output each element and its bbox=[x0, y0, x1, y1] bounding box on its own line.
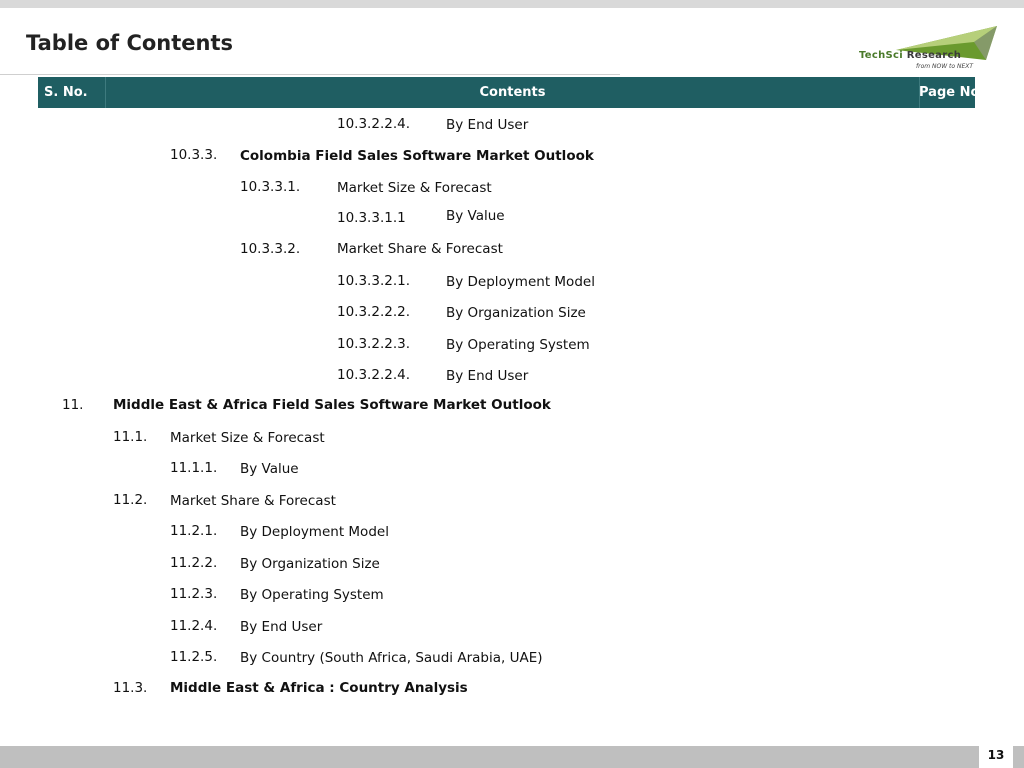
toc-row-text: By Value bbox=[446, 208, 505, 224]
toc-row-text: Colombia Field Sales Software Market Outlook bbox=[240, 148, 594, 164]
toc-row-number: 11.1.1. bbox=[170, 460, 218, 476]
toc-row-number: 11.2.1. bbox=[170, 523, 218, 539]
toc-header bbox=[38, 77, 985, 108]
title-divider bbox=[0, 74, 620, 75]
toc-row-text: By Deployment Model bbox=[240, 524, 389, 540]
toc-row-number: 10.3.3. bbox=[170, 147, 218, 163]
header-contents: Contents bbox=[106, 77, 920, 108]
toc-row-text: Market Share & Forecast bbox=[337, 241, 503, 257]
toc-row-text: Market Size & Forecast bbox=[170, 430, 325, 446]
toc-row-text: By End User bbox=[446, 368, 529, 384]
page-number: 13 bbox=[979, 743, 1013, 768]
toc-row-number: 11.2.5. bbox=[170, 649, 218, 665]
top-band bbox=[0, 0, 1024, 8]
toc-row-number: 10.3.2.2.3. bbox=[337, 336, 410, 352]
toc-row-text: By Deployment Model bbox=[446, 274, 595, 290]
toc-row-text: By End User bbox=[446, 117, 529, 133]
toc-row-text: Middle East & Africa Field Sales Software Market Outlook bbox=[113, 397, 551, 413]
toc-row-text: By Organization Size bbox=[240, 556, 380, 572]
techsci-logo bbox=[856, 24, 998, 72]
toc-row-text: By Value bbox=[240, 461, 299, 477]
toc-row-text: Market Size & Forecast bbox=[337, 180, 492, 196]
toc-row-number: 10.3.3.2.1. bbox=[337, 273, 410, 289]
header-sno: S. No. bbox=[38, 77, 106, 108]
toc-row-number: 11.2. bbox=[113, 492, 148, 508]
toc-row-number: 10.3.2.2.4. bbox=[337, 116, 410, 132]
toc-row-number: 10.3.2.2.4. bbox=[337, 367, 410, 383]
toc-row-number: 11.3. bbox=[113, 680, 148, 696]
footer-band bbox=[0, 746, 1024, 768]
toc-row-number: 10.3.3.2. bbox=[240, 241, 301, 257]
header-page-no: Page No. bbox=[919, 85, 985, 100]
toc-row-text: By End User bbox=[240, 619, 323, 635]
toc-row-text: Market Share & Forecast bbox=[170, 493, 336, 509]
toc-row-number: 11.2.2. bbox=[170, 555, 218, 571]
toc-row-number: 10.3.2.2.2. bbox=[337, 304, 410, 320]
toc-row-number: 10.3.3.1.1 bbox=[337, 210, 406, 226]
toc-row-text: Middle East & Africa : Country Analysis bbox=[170, 680, 468, 696]
logo-wordmark: TechSci Research bbox=[859, 50, 962, 61]
toc-row-number: 11. bbox=[62, 397, 84, 413]
toc-row-number: 11.1. bbox=[113, 429, 148, 445]
toc-row-number: 10.3.3.1. bbox=[240, 179, 301, 195]
toc-row-number: 11.2.4. bbox=[170, 618, 218, 634]
page-title: Table of Contents bbox=[26, 31, 234, 55]
toc-row-text: By Country (South Africa, Saudi Arabia, UAE) bbox=[240, 650, 543, 666]
toc-row-text: By Organization Size bbox=[446, 305, 586, 321]
toc-row-number: 11.2.3. bbox=[170, 586, 218, 602]
logo-tagline: from NOW to NEXT bbox=[916, 63, 974, 70]
toc-row-text: By Operating System bbox=[446, 337, 590, 353]
toc-row-text: By Operating System bbox=[240, 587, 384, 603]
